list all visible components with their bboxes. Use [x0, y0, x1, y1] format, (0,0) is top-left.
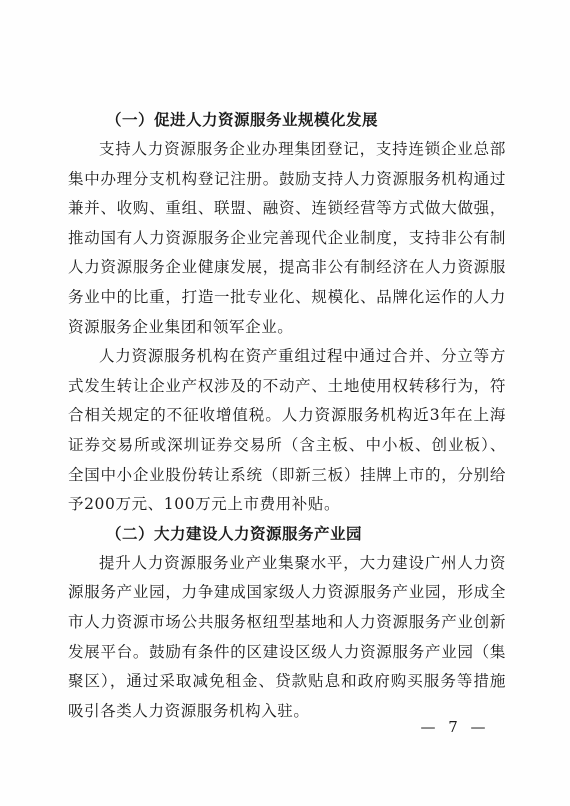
section-heading-1: （一）促进人力资源服务业规模化发展	[106, 111, 379, 129]
section-heading-2: （二）大力建设人力资源服务产业园	[106, 524, 363, 543]
section-1-paragraph-2: 人力资源服务机构在资产重组过程中通过合并、分立等方式发生转让企业产权涉及的不动产、土地使用权转移行为，符合相关规定的不征收增值税。人力资源服务机构近3年在上海证券交易所或深圳证券交易所（含主板、中小板、创业板）、全国中小企业股份转让系统（即新三板）挂牌上市的，分别给予200万元、100万元上市费用补贴。	[68, 347, 506, 514]
page-number: — 7 —	[420, 718, 490, 736]
section-1-paragraph-1: 支持人力资源服务企业办理集团登记，支持连锁企业总部集中办理分支机构登记注册。鼓励支持人力资源服务机构通过兼并、收购、重组、联盟、融资、连锁经营等方式做大做强，推动国有人力资源服务企业完善现代企业制度，支持非公有制人力资源服务企业健康发展，提高非公有制经济在人力资源服务业中的比重，打造一批专业化、规模化、品牌化运作的人力资源服务企业集团和领军企业。	[68, 140, 506, 336]
section-2-paragraph-1: 提升人力资源服务业产业集聚水平，大力建设广州人力资源服务产业园，力争建成国家级人力资源服务产业园，形成全市人力资源市场公共服务枢纽型基地和人力资源服务产业创新发展平台。鼓励有条件的区建设区级人力资源服务产业园（集聚区），通过采取减免租金、贷款贴息和政府购买服务等措施吸引各类人力资源服务机构入驻。	[68, 553, 506, 720]
document-body	[68, 106, 506, 726]
